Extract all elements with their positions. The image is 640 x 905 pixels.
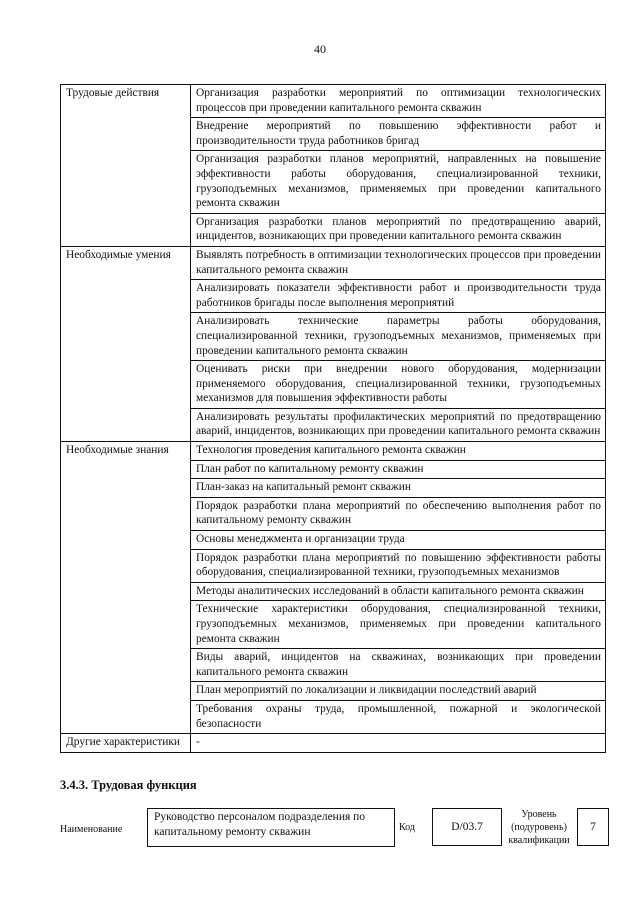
requirement-item: Порядок разработки плана мероприятий по обеспечению выполнения работ по капитальному ремонту скважин [191, 497, 606, 530]
requirement-item: Организация разработки планов мероприятий по предотвращению аварий, инцидентов, возникающих при проведении капитального ремонта скважин [191, 213, 606, 246]
table-row [61, 442, 606, 461]
requirements-table [60, 84, 606, 753]
requirement-item: Оценивать риски при внедрении нового оборудования, модернизации применяемого оборудования, специализированной техники, грузоподъемных механизмов для повышения эффективности работы [191, 361, 606, 409]
name-label: Наименование [60, 824, 123, 835]
requirement-item: План мероприятий по локализации и ликвидации последствий аварий [191, 682, 606, 701]
section-label: Необходимые знания [61, 442, 191, 734]
level-label: Уровень (подуровень) квалификации [508, 809, 570, 846]
requirement-item: План работ по капитальному ремонту скважин [191, 460, 606, 479]
requirement-item: Порядок разработки плана мероприятий по повышению эффективности работы оборудования, специализированной техники, грузоподъемных механизмов [191, 549, 606, 582]
level-value: 7 [577, 808, 609, 846]
requirement-item: Основы менеджмента и организации труда [191, 531, 606, 550]
section-label: Необходимые умения [61, 246, 191, 441]
name-value: Руководство персоналом подразделения по капитальному ремонту скважин [147, 808, 395, 847]
requirement-item: Выявлять потребность в оптимизации технологических процессов при проведении капитального ремонта скважин [191, 246, 606, 279]
requirement-item: Организация разработки мероприятий по оптимизации технологических процессов при проведении капитального ремонта скважин [191, 85, 606, 118]
requirement-item: Виды аварий, инцидентов на скважинах, возникающих при проведении капитального ремонта скважин [191, 649, 606, 682]
requirement-item: Технические характеристики оборудования, специализированной техники, грузоподъемных механизмов, применяемых при проведении капитального ремонта скважин [191, 601, 606, 649]
requirement-item: Анализировать технические параметры работы оборудования, специализированной техники, грузоподъемных механизмов, применяемых при проведении капитального ремонта скважин [191, 313, 606, 361]
requirement-item: Требования охраны труда, промышленной, пожарной и экологической безопасности [191, 700, 606, 733]
requirement-item: Методы аналитических исследований в области капитального ремонта скважин [191, 582, 606, 601]
section-title: 3.4.3. Трудовая функция [60, 778, 197, 792]
requirement-item: Технология проведения капитального ремонта скважин [191, 442, 606, 461]
section-label: Трудовые действия [61, 85, 191, 247]
code-label: Код [399, 822, 415, 833]
requirement-item: Организация разработки планов мероприятий, направленных на повышение эффективности работы оборудования, специализированной техники, грузоподъемных механизмов, применяемых при проведении капитального ремонта скважин [191, 151, 606, 213]
table-row [61, 85, 606, 118]
labor-function-header [60, 808, 620, 868]
requirement-item: Внедрение мероприятий по повышению эффективности работ и производительности труда работников бригад [191, 118, 606, 151]
table-row [61, 734, 606, 753]
table-row [61, 246, 606, 279]
requirement-item: Анализировать показатели эффективности работ и производительности труда работников бригады после выполнения мероприятий [191, 280, 606, 313]
section-label: Другие характеристики [61, 734, 191, 753]
requirement-item: - [191, 734, 606, 753]
code-value: D/03.7 [432, 808, 502, 846]
requirement-item: Анализировать результаты профилактических мероприятий по предотвращению аварий, инцидентов, возникающих при проведении капитального ремонта скважин [191, 408, 606, 441]
requirement-item: План-заказ на капитальный ремонт скважин [191, 479, 606, 498]
page-number: 40 [314, 42, 326, 56]
